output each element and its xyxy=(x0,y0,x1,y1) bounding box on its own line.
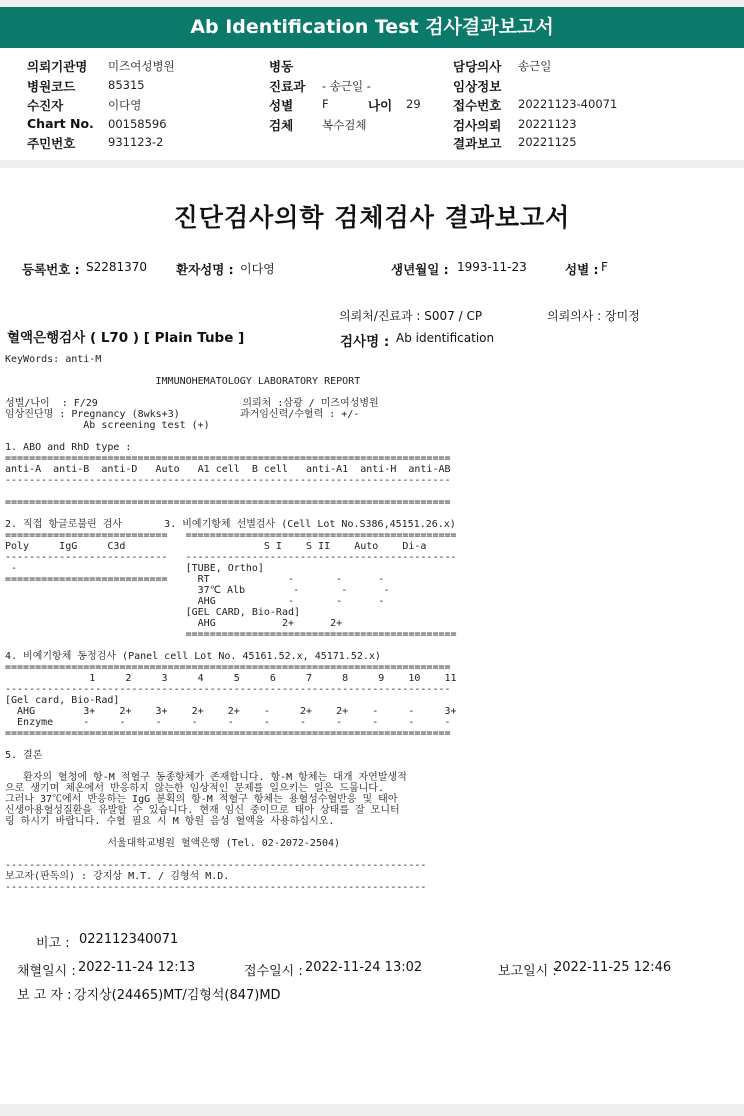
info-label: Chart No. xyxy=(27,116,94,131)
info-value: 931123-2 xyxy=(108,135,164,149)
sex-value: F xyxy=(601,260,608,274)
info-label: 병동 xyxy=(269,59,294,74)
info-label: 성별 xyxy=(269,98,294,113)
collect-value: 2022-11-24 12:13 xyxy=(78,960,196,975)
patient-info-panel xyxy=(0,48,744,160)
info-label: 접수번호 xyxy=(453,98,502,113)
info-label: 담당의사 xyxy=(453,59,502,74)
info-value: 85315 xyxy=(108,78,145,92)
info-label: 수진자 xyxy=(27,98,64,113)
receive-value: 2022-11-24 13:02 xyxy=(305,960,423,975)
lab-report-body: KeyWords: anti-M IMMUNOHEMATOLOGY LABORATORY REPORT 성별/나이 : F/29 의뢰처 :삼광 / 미즈여성병원 임상진단명 : Pregnancy (8wks+3) 과거임신력/수혈력 : +/- Ab screening test (+) 1. ABO and RhD type : ========================================================================== anti-A anti-B anti-D Auto A1 cell B cell anti-A1 anti-H anti-AB -------------------------------------------------------------------------- ========================================================================== 2. 직접 항글로불린 검사 3. 비예기항체 선별검사 (Cell Lot No.S386,45151.26.x) =========================== ============================================= Poly IgG C3d S I S II Auto Di-a --------------------------- --------------------------------------------- - [TUBE, Ortho] =========================== RT - - - 37℃ Alb - - - AHG - - - [GEL CARD, Bio-Rad] AHG 2+ 2+ ============================================= 4. 비예기항체 동정검사 (Panel cell Lot No. 45161.52.x, 45171.52.x) ========================================================================== 1 2 3 4 5 6 7 8 9 10 11 -------------------------------------------------------------------------- [Gel card, Bio-Rad] AHG 3+ 2+ 3+ 2+ 2+ - 2+ 2+ - - 3+ Enzyme - - - - - - - - - - - ========================================================================== 5. 결론 환자의 혈청에 항-M 적혈구 동종항체가 존재합니다. 항-M 항체는 대개 자연발생적 으로 생기며 체온에서 반응하지 않는한 임상적인 문제를 일으키는 일은 드뭅니다. 그러나 37℃에서 반응하는 IgG 분획의 항-M 적혈구 항체는 용혈성수혈반응 및 태아 신생아용혈성질환을 유발할 수 있습니다. 현재 임신 중이므로 태아 상태를 잘 모니터 링 하시기 바랍니다. 수혈 필요 시 M 항원 음성 혈액을 사용하십시오. 서울대학교병원 혈액은행 (Tel. 02-2072-2504) ---------------------------------------------------------------------- 보고자(판독의) : 강지상 M.T. / 김형석 M.D. ---------------------------------------------------------------------- xyxy=(5,354,457,893)
receive-label: 접수일시 : xyxy=(244,964,303,979)
info-value: 00158596 xyxy=(108,117,167,131)
reg-no-value: S2281370 xyxy=(86,260,148,274)
dob-label: 생년월일 : xyxy=(391,262,449,277)
scanned-report xyxy=(0,168,744,1104)
info-label: 병원코드 xyxy=(27,79,76,94)
reg-no-label: 등록번호 : xyxy=(22,262,80,277)
info-value: 20221125 xyxy=(518,135,577,149)
info-label: 검사의뢰 xyxy=(453,118,502,133)
patient-name-value: 이다영 xyxy=(240,262,275,276)
info-value: 복수검체 xyxy=(322,118,367,132)
info-label: 임상정보 xyxy=(453,79,502,94)
info-value: F xyxy=(322,97,329,111)
note-value: 022112340071 xyxy=(79,932,179,947)
info-value: 미즈여성병원 xyxy=(108,59,175,73)
report-date-label: 보고일시 : xyxy=(498,964,557,979)
reporter-value: 강지상(24465)MT/김형석(847)MD xyxy=(74,988,281,1003)
page-title: Ab Identification Test 검사결과보고서 xyxy=(0,7,744,48)
info-value: 이다영 xyxy=(108,98,142,112)
sex-label: 성별 : xyxy=(565,262,599,277)
info-label: 나이 xyxy=(368,98,393,113)
patient-name-label: 환자성명 : xyxy=(176,262,234,277)
info-label: 진료과 xyxy=(269,79,306,94)
test-name-label: 검사명 : xyxy=(340,334,390,350)
collect-label: 채혈일시 : xyxy=(17,964,76,979)
info-value: - 송근일 - xyxy=(322,79,371,93)
doctor-text: 의뢰의사 : 장미정 xyxy=(547,309,640,323)
dept-text: 의뢰처/진료과 : S007 / CP xyxy=(339,309,483,323)
info-label: 결과보고 xyxy=(453,136,502,151)
info-label: 검체 xyxy=(269,118,294,133)
report-date-value: 2022-11-25 12:46 xyxy=(554,960,672,975)
info-value: 20221123-40071 xyxy=(518,97,618,111)
test-name-value: Ab identification xyxy=(396,331,495,345)
info-label: 의뢰기관명 xyxy=(27,59,88,74)
dob-value: 1993-11-23 xyxy=(457,260,527,274)
info-value: 29 xyxy=(406,97,421,111)
info-label: 주민번호 xyxy=(27,136,76,151)
note-label: 비고 : xyxy=(36,936,70,951)
info-value: 20221123 xyxy=(518,117,577,131)
info-value: 송근일 xyxy=(518,59,552,73)
report-title: 진단검사의학 검체검사 결과보고서 xyxy=(173,203,571,232)
test-code: 혈액은행검사 ( L70 ) [ Plain Tube ] xyxy=(7,330,245,346)
reporter-label: 보 고 자 : xyxy=(17,988,72,1003)
